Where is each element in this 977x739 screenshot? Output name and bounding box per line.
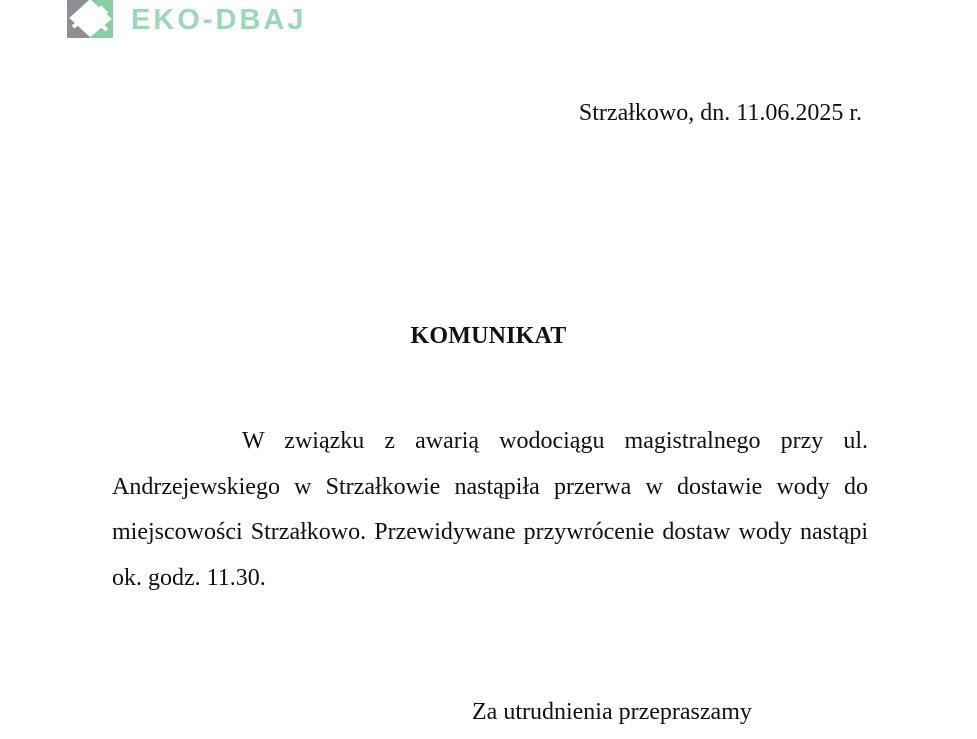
eko-dbaj-logo-icon <box>67 0 113 38</box>
document-title: KOMUNIKAT <box>410 323 567 349</box>
logo-wordmark <box>131 6 387 32</box>
logo-wordmark-text: EKO-DBAJ <box>131 6 307 32</box>
company-logo <box>67 0 387 38</box>
document-date: Strzałkowo, dn. 11.06.2025 r. <box>578 100 862 126</box>
announcement-body: W związku z awarią wodociągu magistralnego przy ul. Andrzejewskiego w Strzałkowie nastąpiła przerwa w dostawie wody do miejscowości Strzałkowo. Przewidywane przywrócenie dostaw wody nastąpi ok. godz. 11.30. <box>112 428 868 591</box>
closing-line: Za utrudnienia przepraszamy <box>472 699 752 725</box>
